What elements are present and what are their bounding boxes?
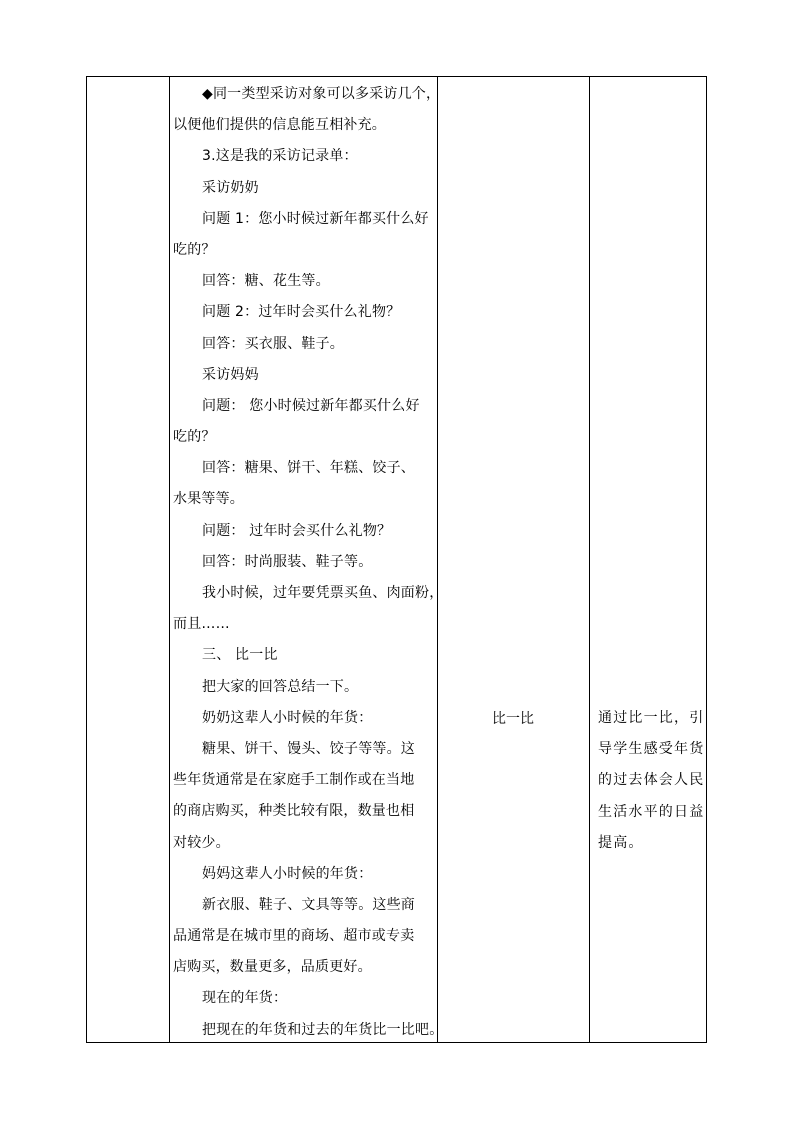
- text-line: 奶奶这辈人小时候的年货：: [202, 709, 373, 726]
- text-line: 的商店购买，种类比较有限，数量也相: [173, 803, 415, 820]
- text-line: 生活水平的日益: [598, 803, 705, 820]
- text-line: 把大家的回答总结一下。: [202, 678, 359, 695]
- text-line: 我小时候，过年要凭票买鱼、肉面粉，: [202, 585, 444, 601]
- text-line: 回答：时尚服装、鞋子等。: [202, 553, 373, 570]
- text-line: 而且……: [173, 616, 230, 633]
- text-line: 把现在的年货和过去的年货比一比吧。: [202, 1021, 444, 1038]
- text-line: 回答：糖、花生等。: [202, 273, 330, 290]
- text-line: 提高。: [598, 834, 644, 851]
- text-line: 问题 1：您小时候过新年都买什么好: [202, 210, 429, 227]
- text-line: 以便他们提供的信息能互相补充。: [173, 117, 386, 134]
- student-activity-text: 比一比: [492, 711, 534, 727]
- text-line: 的过去体会人民: [598, 772, 705, 789]
- text-line: 水果等等。: [173, 491, 244, 508]
- text-line: 问题： 过年时会买什么礼物？: [202, 522, 392, 539]
- text-line: 回答：买衣服、鞋子。: [202, 335, 344, 352]
- text-line: 吃的？: [173, 429, 216, 446]
- student-activity-cell: [437, 77, 589, 1042]
- text-line: 糖果、饼干、馒头、饺子等等。这: [202, 740, 415, 757]
- text-line: 通过比一比，引: [598, 710, 705, 726]
- text-line: 采访奶奶: [202, 179, 259, 196]
- text-line: 3.这是我的采访记录单：: [202, 148, 358, 165]
- lesson-plan-table: [86, 76, 707, 1043]
- teaching-process-lines: [173, 77, 444, 1046]
- text-line: 导学生感受年货: [598, 741, 705, 758]
- text-line: 吃的？: [173, 241, 216, 258]
- design-intent-lines: [598, 703, 705, 859]
- empty-cell: [87, 77, 169, 1042]
- text-line: 对较少。: [173, 834, 230, 851]
- text-line: ◆同一类型采访对象可以多采访几个，: [202, 86, 441, 102]
- teaching-process-cell: [169, 77, 444, 1042]
- text-line: 些年货通常是在家庭手工制作或在当地: [173, 772, 415, 789]
- text-line: 三、 比一比: [202, 647, 278, 664]
- text-line: 品通常是在城市里的商场、超市或专卖: [173, 928, 415, 945]
- text-line: 问题 2：过年时会买什么礼物？: [202, 304, 401, 321]
- design-intent-cell: [589, 77, 708, 1042]
- text-line: 妈妈这辈人小时候的年货：: [202, 865, 373, 882]
- text-line: 店购买，数量更多，品质更好。: [173, 959, 372, 976]
- text-line: 新衣服、鞋子、文具等等。这些商: [202, 896, 415, 913]
- text-line: 回答：糖果、饼干、年糕、饺子、: [202, 460, 415, 477]
- text-line: 现在的年货：: [202, 990, 288, 1007]
- text-line: 问题： 您小时候过新年都买什么好: [202, 397, 420, 414]
- text-line: 采访妈妈: [202, 366, 259, 383]
